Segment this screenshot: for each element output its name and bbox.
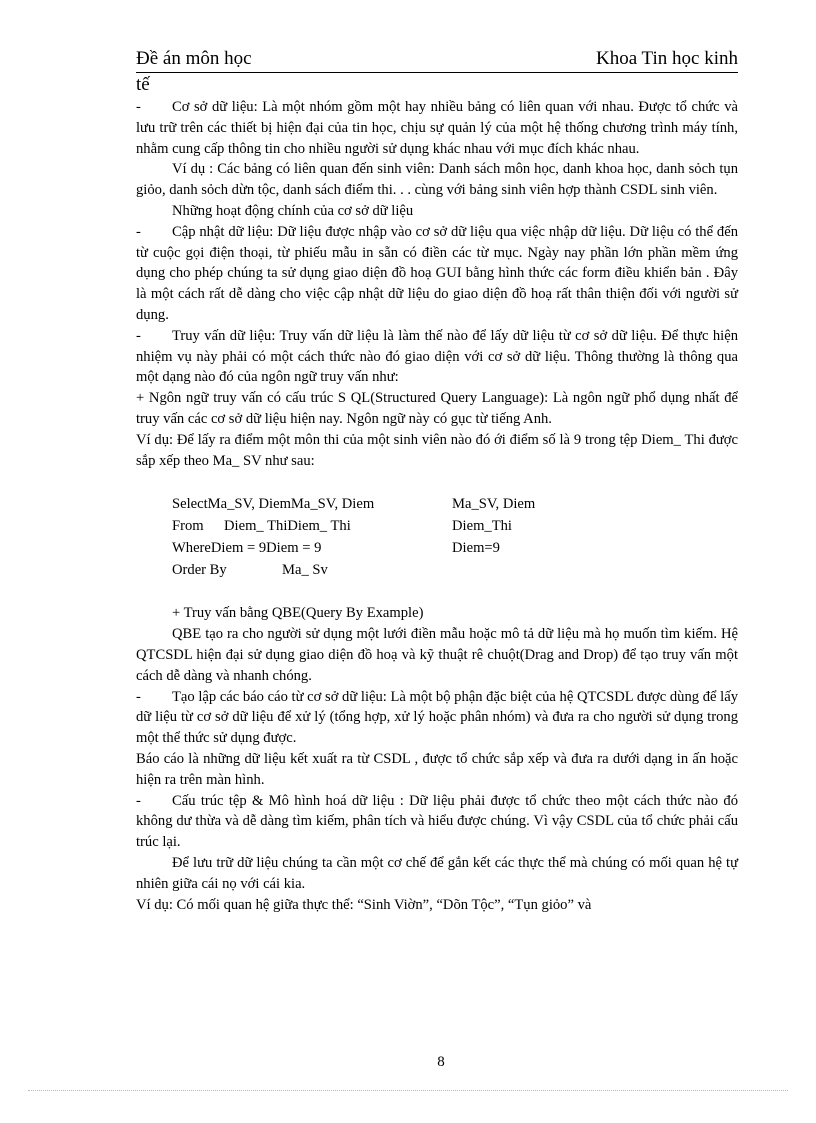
paragraph-qbe-heading: + Truy vấn bằng QBE(Query By Example) xyxy=(172,605,424,622)
paragraph-relationship-example: Ví dụ: Có mối quan hệ giữa thực thể: “Sinh Viờn”, “Dõn Tộc”, “Tụn giỏo” và xyxy=(136,896,592,913)
page-bottom-border xyxy=(28,1090,788,1091)
bullet-dash: - xyxy=(136,223,141,240)
header-right: Khoa Tin học kinh xyxy=(596,48,738,69)
sql-row-where: WhereDiem = 9Diem = 9 Diem=9 xyxy=(172,540,500,557)
sql-row-select: SelectMa_SV, DiemMa_SV, Diem Ma_SV, Diem xyxy=(172,496,536,513)
header-left: Đề án môn học xyxy=(136,48,252,69)
paragraph-activities: Những hoạt động chính của cơ sở dữ liệu xyxy=(172,202,414,219)
spacer xyxy=(136,581,738,603)
bullet-dash: - xyxy=(136,688,141,705)
paragraph-definition: - Cơ sở dữ liệu: Là một nhóm gồm một hay nhiều bảng có liên quan với nhau. Được tổ chức và lưu trữ trên các thiết bị hiện đại của tin học, chịu sự quản lý của một hệ thống chương trình máy tính, nhằm cung cấp thông tin cho nhiều người sử dụng khác nhau với mục đích khác nhau. xyxy=(136,99,738,157)
page-number: 8 xyxy=(437,1054,445,1070)
sql-row-order-by: Order By Ma_ Sv xyxy=(172,562,328,579)
paragraph-update: - Cập nhật dữ liệu: Dữ liệu được nhập vào cơ sở dữ liệu qua việc nhập dữ liệu. Dữ liệu có thể đến từ cuộc gọi điện thoại, từ phiếu mẫu in sẵn có điền các từ mục. Ngày nay phần lớn phần mềm ứng dụng cho phép chúng ta sử dụng giao diện đồ hoạ GUI bằng hình thức các form điều khiển bản . Đây là một cách rất dễ dàng cho việc cập nhật dữ liệu do giao diện đồ hoạ rất thân thiện đối với người sử dụng. xyxy=(136,223,738,323)
bullet-dash: - xyxy=(136,99,141,115)
paragraph-storage: Để lưu trữ dữ liệu chúng ta cần một cơ chế để gắn kết các thực thể mà chúng có mối quan hệ tự nhiên giữa cái nọ với cái kia. xyxy=(136,854,738,892)
spacer xyxy=(136,471,738,493)
page-content xyxy=(136,97,738,915)
paragraph-sql: + Ngôn ngữ truy vấn có cấu trúc S QL(Structured Query Language): Là ngôn ngữ phổ dụng nhất để truy vấn các cơ sở dữ liệu hiện nay. Ngôn ngữ này có gục từ tiếng Anh. xyxy=(136,390,738,427)
bullet-dash: - xyxy=(136,327,141,344)
paragraph-reports: - Tạo lập các báo cáo từ cơ sở dữ liệu: Là một bộ phận đặc biệt của hệ QTCSDL được dùng để lấy dữ liệu từ cơ sở dữ liệu để xử lý (tổng hợp, xử lý hoặc phân nhóm) và đưa ra cho người sử dụng trong một thể thức sử dụng được. xyxy=(136,688,738,747)
paragraph-qbe: QBE tạo ra cho người sử dụng một lưới điền mẫu hoặc mô tả dữ liệu mà họ muốn tìm kiếm. Hệ QTCSDL hiện đại sử dụng giao diện đồ hoạ và kỹ thuật rê chuột(Drag and Drop) để tạo truy vấn một cách dễ dàng và nhanh chóng. xyxy=(136,626,738,684)
bullet-dash: - xyxy=(136,792,141,809)
sql-code-block xyxy=(136,493,738,581)
paragraph-report-definition: Báo cáo là những dữ liệu kết xuất ra từ CSDL , được tổ chức sắp xếp và đưa ra dưới dạng in ấn hoặc hiện ra trên màn hình. xyxy=(136,750,738,788)
paragraph-query: - Truy vấn dữ liệu: Truy vấn dữ liệu là làm thế nào để lấy dữ liệu từ cơ sở dữ liệu. Để thực hiện nhiệm vụ này phải có một cách thức nào đó giao diện với cơ sở dữ liệu. Thông thường là thông qua một dạng nào đó của ngôn ngữ truy vấn như: xyxy=(136,327,738,386)
paragraph-file-structure: - Cấu trúc tệp & Mô hình hoá dữ liệu : Dữ liệu phải được tổ chức theo một cách thức nào đó không dư thừa và dễ dàng tìm kiếm, phân tích và hiểu được chúng. Vì vậy CSDL của tổ chức phải cấu trúc lại. xyxy=(136,792,738,851)
paragraph-example: Ví dụ : Các bảng có liên quan đến sinh viên: Danh sách môn học, danh khoa học, danh sỏch tụn giỏo, danh sỏch dừn tộc, danh sách điểm thi. . . cùng với bảng sinh viên hợp thành CSDL sinh viên. xyxy=(136,161,738,199)
page-header xyxy=(136,46,738,73)
sql-row-from: From Diem_ ThiDiem_ Thi Diem_Thi xyxy=(172,518,512,535)
paragraph-sql-example: Ví dụ: Để lấy ra điểm một môn thi của một sinh viên nào đó ới điểm số là 9 trong tệp Diem_ Thi được sắp xếp theo Ma_ SV như sau: xyxy=(136,431,738,469)
header-continuation: tế xyxy=(136,74,150,95)
